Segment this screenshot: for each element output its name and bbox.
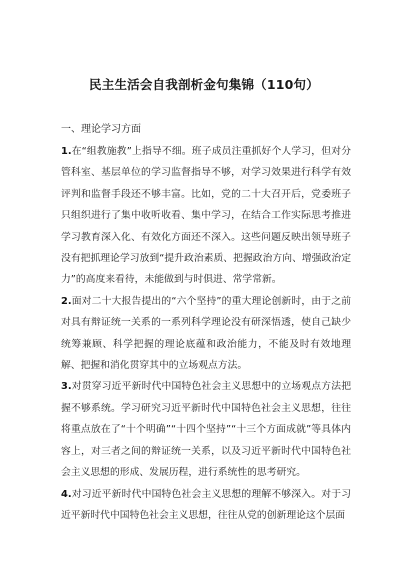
paragraph-4 <box>61 484 351 527</box>
paragraph-number: 2. <box>61 295 72 307</box>
paragraph-text: 对贯穿习近平新时代中国特色社会主义思想中的立场观点方法把握不够系统。学习研究习近平新时代中国特色社会主义思想，往往将重点放在了“十个明确”“十四个坚持”“十三个方面成就”等具体内容上，对三者之间的辩证统一关系，以及习近平新时代中国特色社会主义思想的形成、发展历程，进行系统性的思考研究。 <box>61 381 351 479</box>
paragraph-text: 在“组教施教”上指导不细。班子成员注重抓好个人学习，但对分管科室、基层单位的学习监督指导不够，对学习效果进行科学有效评判和监督手段还不够丰富。比如，党的二十大召开后，党委班子只组织进行了集中收听收看、集中学习，在结合工作实际思考推进学习教育深入化、有效化方面还不深入。这些问题反映出领导班子没有把抓理论学习放到“提升政治素质、把握政治方向、增强政治定力”的高度来看待，未能做到与时俱进、常学常新。 <box>61 146 351 286</box>
paragraph-text: 面对二十大报告提出的“六个坚持”的重大理论创新时，由于之前对具有辩证统一关系的一系列科学理论没有研深悟透，使自己缺少统筹兼顾、科学把握的理论底蕴和政治能力，不能及时有效地理解、把握和消化贯穿其中的立场观点方法。 <box>61 295 351 372</box>
paragraph-number: 1. <box>61 146 72 157</box>
paragraph-number: 4. <box>61 488 72 500</box>
document-body <box>61 141 351 526</box>
paragraph-number: 3. <box>61 381 72 393</box>
document-title: 民主生活会自我剖析金句集锦（110句） <box>89 77 319 92</box>
paragraph-2 <box>61 291 351 377</box>
paragraph-text: 对习近平新时代中国特色社会主义思想的理解不够深入。对于习近平新时代中国特色社会主义思想，往往从党的创新理论这个层面 <box>61 488 351 521</box>
section-heading: 一、理论学习方面 <box>61 124 141 135</box>
paragraph-1 <box>61 141 351 291</box>
paragraph-3 <box>61 376 351 483</box>
